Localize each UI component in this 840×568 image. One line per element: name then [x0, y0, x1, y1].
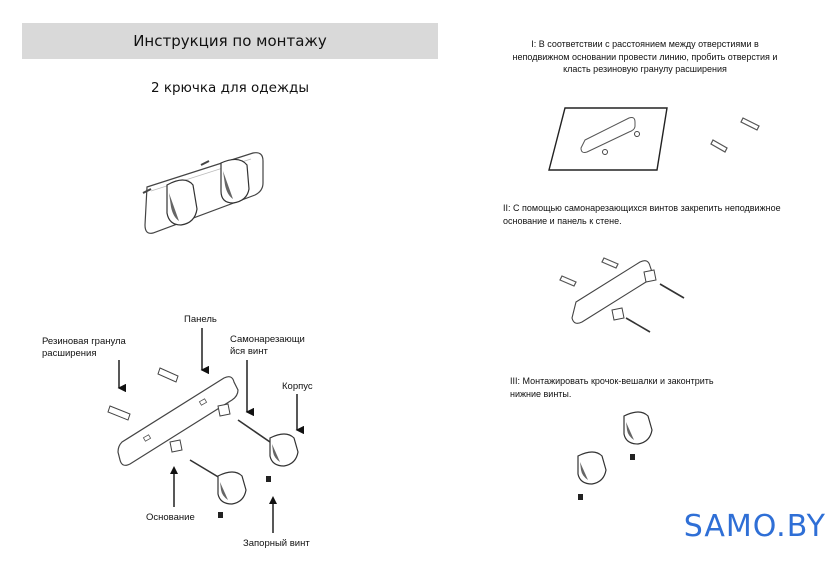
label-rubber-plug-line1: Резиновая гранула — [42, 336, 126, 347]
step1-line2: неподвижном основании провести линию, пробить отверстия и — [512, 51, 778, 62]
step3-text — [510, 375, 810, 400]
label-base: Основание — [146, 512, 195, 523]
product-subtitle: 2 крючка для одежды — [150, 80, 310, 96]
label-lock-screw: Запорный винт — [243, 538, 310, 549]
step1-text — [480, 38, 810, 76]
step2-illustration — [560, 248, 690, 338]
label-rubber-plug — [42, 336, 126, 360]
step1-line3: класть резиновую гранулу расширения — [563, 64, 727, 74]
label-screw-line2: йся винт — [230, 346, 268, 357]
step3-illustration — [570, 406, 670, 506]
instruction-title: Инструкция по монтажу — [133, 32, 327, 50]
label-screw — [230, 334, 305, 358]
step3-line2: нижние винты. — [510, 388, 572, 399]
step1-line1: I: В соответствии с расстоянием между отверстиями в — [531, 39, 759, 49]
step2-text — [503, 202, 823, 227]
step1-illustration — [545, 100, 775, 180]
label-panel: Панель — [184, 314, 217, 325]
step3-line1: III: Монтажировать крочок-вешалки и законтрить — [510, 376, 714, 386]
label-screw-line1: Самонарезающи — [230, 334, 305, 345]
label-rubber-plug-line2: расширения — [42, 348, 97, 359]
label-body: Корпус — [282, 381, 313, 392]
step2-line1: II: С помощью самонарезающихся винтов закрепить неподвижное — [503, 203, 781, 213]
samo-by-watermark: SAMO.BY — [683, 509, 826, 544]
step2-line2: основание и панель к стене. — [503, 215, 622, 226]
